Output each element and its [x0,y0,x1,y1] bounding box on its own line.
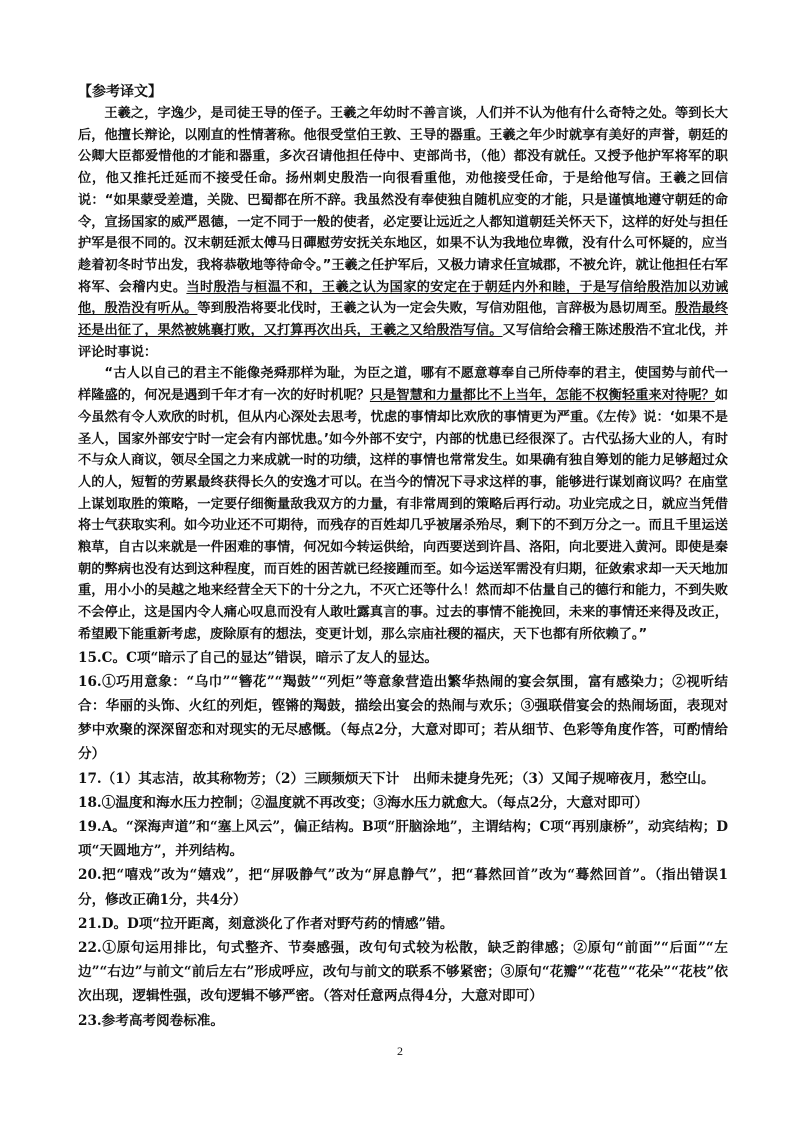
answer-23: 23.参考高考阅卷标准。 [78,1012,224,1029]
translation-text: 又写信给会稽王陈述殷浩不宜北伐，并评论时事说： [78,323,729,360]
translation-underlined-text: 当时殷浩与桓温不和，王羲之认为国家的安定在于朝廷内外和睦，于是写信给殷浩加以劝诫他，殷浩没有听从。 [78,279,729,317]
translation-underlined-text: 殷浩最终还是出征了，果然被姚襄打败，又打算再次出兵，王羲之又给殷浩写信。 [78,301,729,339]
answer-21: 21.D。D项“拉开距离，刻意淡化了作者对野芍药的情感”错。 [78,915,454,932]
translation-underlined-text: 只是智慧和力量都比不上当年，怎能不权衡轻重来对待呢？ [369,388,715,404]
answer-17: 17.（1）其志洁，故其称物芳；（2）三顾频烦天下计 出师未捷身先死；（3）又闻子规啼夜月，愁空山。 [78,770,715,787]
page-number: 2 [397,1044,403,1058]
answer-19: 19.A。“深海声道”和“塞上风云”，偏正结构。B项“肝脑涂地”，主谓结构；C项“再别康桥”，动宾结构；D项“天圆地方”，并列结构。 [78,819,728,860]
translation-paragraph-2 [78,363,728,645]
answer-16: 16.①巧用意象：“乌巾”“簪花”“羯鼓”“列炬”等意象营造出繁华热闹的宴会氛围，富有感染力；②视听结合：华丽的头饰、火红的列炬，铿锵的羯鼓，描绘出宴会的热闹与欢乐；③强联借宴会的热闹场面，表现对梦中欢聚的深深留恋和对现实的无尽感慨。（每点2分，大意对即可；若从细节、色彩等角度作答，可酌情给分） [78,673,728,763]
answer-page [78,82,728,1033]
reference-translation-heading: 【参考译文】 [78,84,162,100]
answer-20: 20.把“嘻戏”改为“嬉戏”，把“屏吸静气”改为“屏息静气”，把“暮然回首”改为“蓦然回首”。（指出错误1分，修改正确1分，共4分） [78,867,728,908]
answer-15: 15.C。C项“暗示了自己的显达”错误，暗示了友人的显达。 [78,649,438,666]
translation-text: 王羲之，字逸少，是司徒王导的侄子。王羲之年幼时不善言谈，人们并不认为他有什么奇特之处。等到长大后，他擅长辩论，以刚直的性情著称。他很受堂伯王敦、王导的器重。王羲之年少时就享有美好的声誉，朝廷的公卿大臣都爱惜他的才能和器重，多次召请他担任侍中、吏部尚书，（他）都没有就任。又授予他护军将军的职位，他又推托迁延而不接受任命。扬州刺史殷浩一向很看重他，劝他接受任命，于是给他写信。王羲之回信说：“如果蒙受差遣，关陇、巴蜀都在所不辞。我虽然没有奉使独自随机应变的才能，只是谨慎地遵守朝廷的命令，宣扬国家的威严恩德，一定不同于一般的使者，必定要让远近之人都知道朝廷关怀天下，这样的好处与担任护军是很不同的。汉末朝廷派太傅马日磾慰劳安抚关东地区，如果不认为我地位卑微，没有什么可怀疑的，应当趁着初冬时节出发，我将恭敬地等待命令。”王羲之任护军后，又极力请求任宣城郡，不被允许，就让他担任右军将军、会稽内史。 [78,106,728,295]
translation-text: 等到殷浩将要北伐时，王羲之认为一定会失败，写信劝阻他，言辞极为恳切周至。 [197,301,676,317]
answer-22: 22.①原句运用排比，句式整齐、节奏感强，改句句式较为松散，缺乏韵律感；②原句“前面”“后面”“左边”“右边”与前文“前后左右”形成呼应，改句与前文的联系不够紧密；③原句“花瓣”“花苞”“花朵”“花枝”依次出现，逻辑性强，改句逻辑不够严密。（答对任意两点得4分，大意对即可） [78,940,728,1005]
translation-text: “古人以自己的君主不能像尧舜那样为耻，为臣之道，哪有不愿意尊奉自己所侍奉的君主，使国势与前代一样隆盛的，何况是遇到千年才有一次的好时机呢？ [78,366,728,404]
translation-text: 如今虽然有令人欢欣的时机，但从内心深处去思考，忧虑的事情却比欢欣的事情更为严重。《左传》说：‘如果不是圣人，国家外部安宁时一定会有内部忧患。’如今外部不安宁，内部的忧患已经很深了。古代弘扬大业的人，有时不与众人商议，领尽全国之力来成就一时的功绩，这样的事情也常常发生。如果确有独自筹划的能力足够超过众人的人，短暂的劳累最终获得长久的安逸才可以。在当今的情况下寻求这样的事，能够进行谋划商议吗？在庙堂上谋划取胜的策略，一定要仔细衡量敌我双方的力量，有非常周到的策略后再行动。功业完成之日，就应当凭借将士气获取实利。如今功业还不可期待，而残存的百姓却几乎被屠杀殆尽，剩下的不到万分之一。而且千里运送粮草，自古以来就是一件困难的事情，何况如今转运供给，向西要送到许昌、洛阳，向北要进入黄河。即使是秦朝的弊病也没有达到这种程度，而百姓的困苦就已经接踵而至。如今运送军需没有归期，征敛索求却一天天地加重，用小小的吴越之地来经营全天下的十分之九，不灭亡还等什么！然而却不估量自己的德行和能力，不到失败不会停止，这是国内令人痛心叹息而没有人敢吐露真言的事。过去的事情不能挽回，未来的事情还来得及改正，希望殿下能重新考虑，废除原有的想法，变更计划，那么宗庙社稷的福庆，天下也都有所依赖了。” [78,388,729,642]
translation-paragraph-1 [78,103,728,363]
answer-18: 18.①温度和海水压力控制；②温度就不再改变；③海水压力就愈大。（每点2分，大意对即可） [78,794,649,811]
